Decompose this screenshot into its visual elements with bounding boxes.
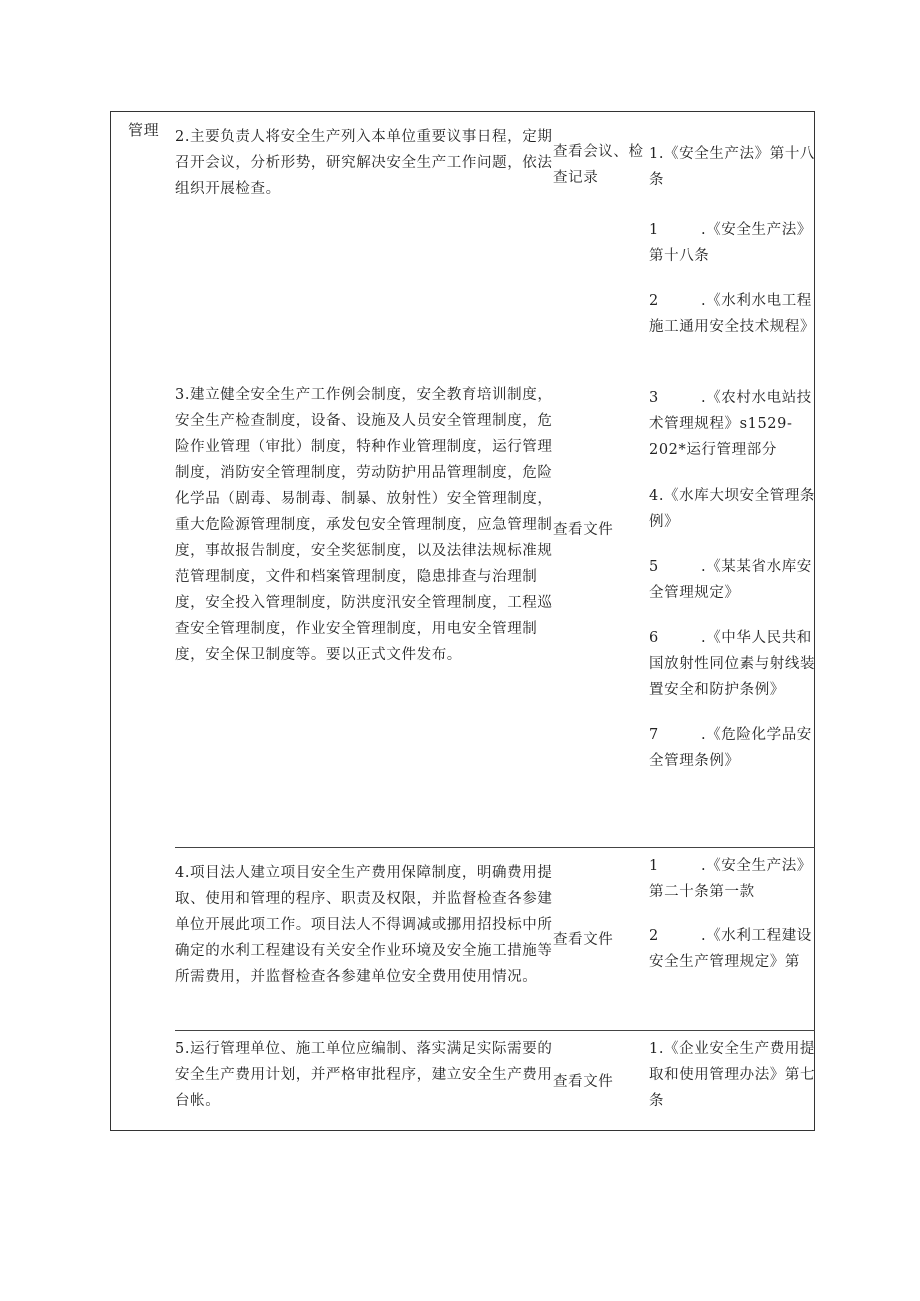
check-method: 查看会议、检查记录 xyxy=(553,144,644,186)
legal-reference: 7 .《危险化学品安全管理条例》 xyxy=(649,727,812,769)
legal-basis: 1.《安全生产法》第十八条 xyxy=(649,146,816,188)
check-method: 查看文件 xyxy=(553,932,614,948)
legal-reference: 1 .《安全生产法》第二十条第一款 xyxy=(649,858,812,900)
legal-reference: 3 .《农村水电站技术管理规程》s1529-202*运行管理部分 xyxy=(649,390,812,458)
requirement-text: 5.运行管理单位、施工单位应编制、落实满足实际需要的安全生产费用计划，并严格审批程序，建立安全生产费用台帐。 xyxy=(175,1041,553,1109)
check-method: 查看文件 xyxy=(553,522,614,538)
requirement-text: 3.建立健全安全生产工作例会制度，安全教育培训制度，安全生产检查制度，设备、设施及人员安全管理制度，危险作业管理（审批）制度，特种作业管理制度，运行管理制度，消防安全管理制度，劳动防护用品管理制度，危险化学品（剧毒、易制毒、制暴、放射性）安全管理制度，重大危险源管理制度，承发包安全管理制度，应急管理制度，事故报告制度，安全奖惩制度，以及法律法规标准规范管理制度，文件和档案管理制度，隐患排查与治理制度，安全投入管理制度，防洪度汛安全管理制度，工程巡查安全管理制度，作业安全管理制度，用电安全管理制度，安全保卫制度等。要以正式文件发布。 xyxy=(175,387,553,663)
legal-reference: 2 .《水利水电工程施工通用安全技术规程》 xyxy=(649,293,816,335)
row-divider xyxy=(175,847,815,848)
legal-reference: 2 .《水利工程建设安全生产管理规定》第 xyxy=(649,928,812,970)
category-label: 管理 xyxy=(128,121,160,139)
legal-reference: 5 .《某某省水库安全管理规定》 xyxy=(649,559,812,601)
check-method: 查看文件 xyxy=(553,1074,614,1090)
requirement-text: 2.主要负责人将安全生产列入本单位重要议事日程，定期召开会议，分析形势，研究解决安全生产工作问题，依法组织开展检查。 xyxy=(175,129,553,197)
legal-reference: 6 .《中华人民共和国放射性同位素与射线装置安全和防护条例》 xyxy=(649,630,816,698)
legal-basis: 1.《企业安全生产费用提取和使用管理办法》第七条 xyxy=(649,1041,816,1109)
legal-reference: 1 .《安全生产法》第十八条 xyxy=(649,222,812,264)
requirement-text: 4.项目法人建立项目安全生产费用保障制度，明确费用提取、使用和管理的程序、职责及权限，并监督检查各参建单位开展此项工作。项目法人不得调减或挪用招投标中所确定的水利工程建设有关安全作业环境及安全施工措施等所需费用，并监督检查各参建单位安全费用使用情况。 xyxy=(175,865,553,985)
legal-reference: 4.《水库大坝安全管理条例》 xyxy=(649,488,816,530)
row-divider xyxy=(175,1030,815,1031)
